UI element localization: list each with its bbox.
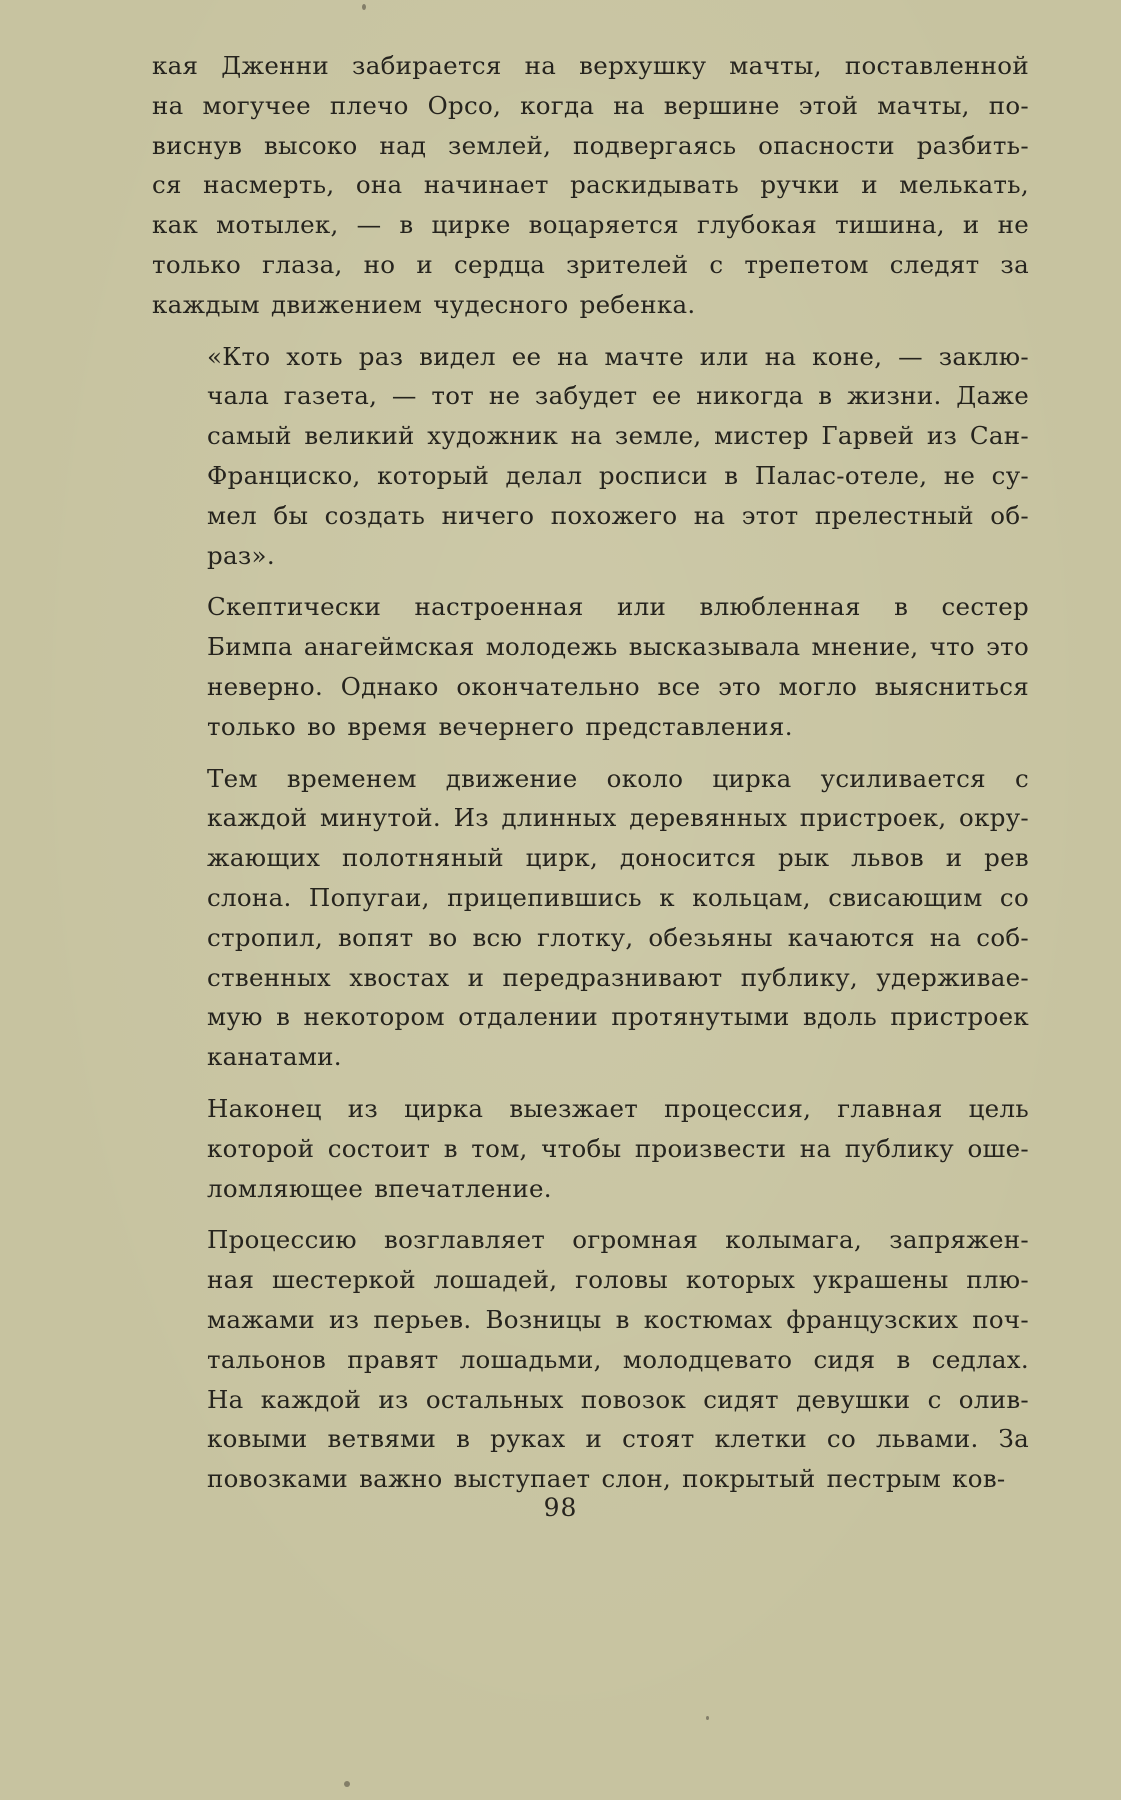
text-line: ковыми ветвями в руках и стоят клетки со львами. За	[207, 1424, 1029, 1454]
text-line: стропил, вопят во всю глотку, обезьяны качаются на соб-	[207, 922, 1029, 952]
text-line: только глаза, но и сердца зрителей с трепетом следят за	[152, 249, 1029, 279]
text-line: ная шестеркой лошадей, головы которых украшены плю-	[207, 1265, 1029, 1295]
text-line: раз».	[207, 540, 275, 570]
text-line: «Кто хоть раз видел ее на мачте или на коне, — заклю-	[207, 341, 1029, 371]
paragraph	[152, 587, 1029, 746]
text-line: каждым движением чудесного ребенка.	[152, 289, 696, 319]
page-number: 98	[543, 1493, 578, 1522]
print-speck	[706, 1716, 709, 1720]
text-line: Наконец из цирка выезжает процессия, главная цель	[207, 1093, 1029, 1123]
text-line: чала газета, — тот не забудет ее никогда в жизни. Даже	[207, 381, 1029, 411]
print-speck	[362, 4, 366, 10]
text-line: жающих полотняный цирк, доносится рык львов и рев	[207, 843, 1029, 873]
text-line: только во время вечернего представления.	[207, 711, 793, 741]
text-line: ся насмерть, она начинает раскидывать ручки и мелькать,	[152, 170, 1029, 200]
text-line: неверно. Однако окончательно все это могло выясниться	[207, 671, 1029, 701]
text-line: мажами из перьев. Возницы в костюмах французских поч-	[207, 1304, 1029, 1334]
text-line: Франциско, который делал росписи в Палас-отеле, не су-	[207, 460, 1029, 490]
paragraph	[152, 1089, 1029, 1208]
text-line: канатами.	[207, 1042, 342, 1072]
text-line: Бимпа анагеймская молодежь высказывала мнение, что это	[207, 632, 1029, 662]
text-line: тальонов правят лошадьми, молодцевато сидя в седлах.	[207, 1344, 1029, 1374]
paragraph	[152, 1220, 1029, 1499]
paragraph	[152, 46, 1029, 325]
text-line: Тем временем движение около цирка усиливается с	[207, 763, 1029, 793]
text-line: мую в некотором отдалении протянутыми вдоль пристроек	[207, 1002, 1029, 1032]
text-line: повозками важно выступает слон, покрытый пестрым ков-	[207, 1464, 1006, 1494]
body-text	[152, 46, 1029, 1511]
text-line: виснув высоко над землей, подвергаясь опасности разбить-	[152, 130, 1029, 160]
text-line: слона. Попугаи, прицепившись к кольцам, свисающим со	[207, 882, 1029, 912]
text-line: мел бы создать ничего похожего на этот прелестный об-	[207, 500, 1029, 530]
text-line: ственных хвостах и передразнивают публику, удерживае-	[207, 962, 1029, 992]
text-line: каждой минутой. Из длинных деревянных пристроек, окру-	[207, 803, 1029, 833]
print-speck	[344, 1781, 350, 1787]
text-line: На каждой из остальных повозок сидят девушки с олив-	[207, 1384, 1029, 1414]
text-line: ломляющее впечатление.	[207, 1173, 552, 1203]
text-line: самый великий художник на земле, мистер Гарвей из Сан-	[207, 421, 1029, 451]
text-line: Процессию возглавляет огромная колымага, запряжен-	[207, 1225, 1029, 1255]
paragraph	[152, 759, 1029, 1077]
paragraph	[152, 337, 1029, 576]
text-line: Скептически настроенная или влюбленная в сестер	[207, 592, 1029, 622]
text-line: на могучее плечо Орсо, когда на вершине этой мачты, по-	[152, 90, 1029, 120]
text-line: которой состоит в том, чтобы произвести на публику ошe-	[207, 1133, 1029, 1163]
text-line: кая Дженни забирается на верхушку мачты, поставленной	[152, 51, 1029, 80]
text-line: как мотылек, — в цирке воцаряется глубокая тишина, и не	[152, 210, 1029, 240]
